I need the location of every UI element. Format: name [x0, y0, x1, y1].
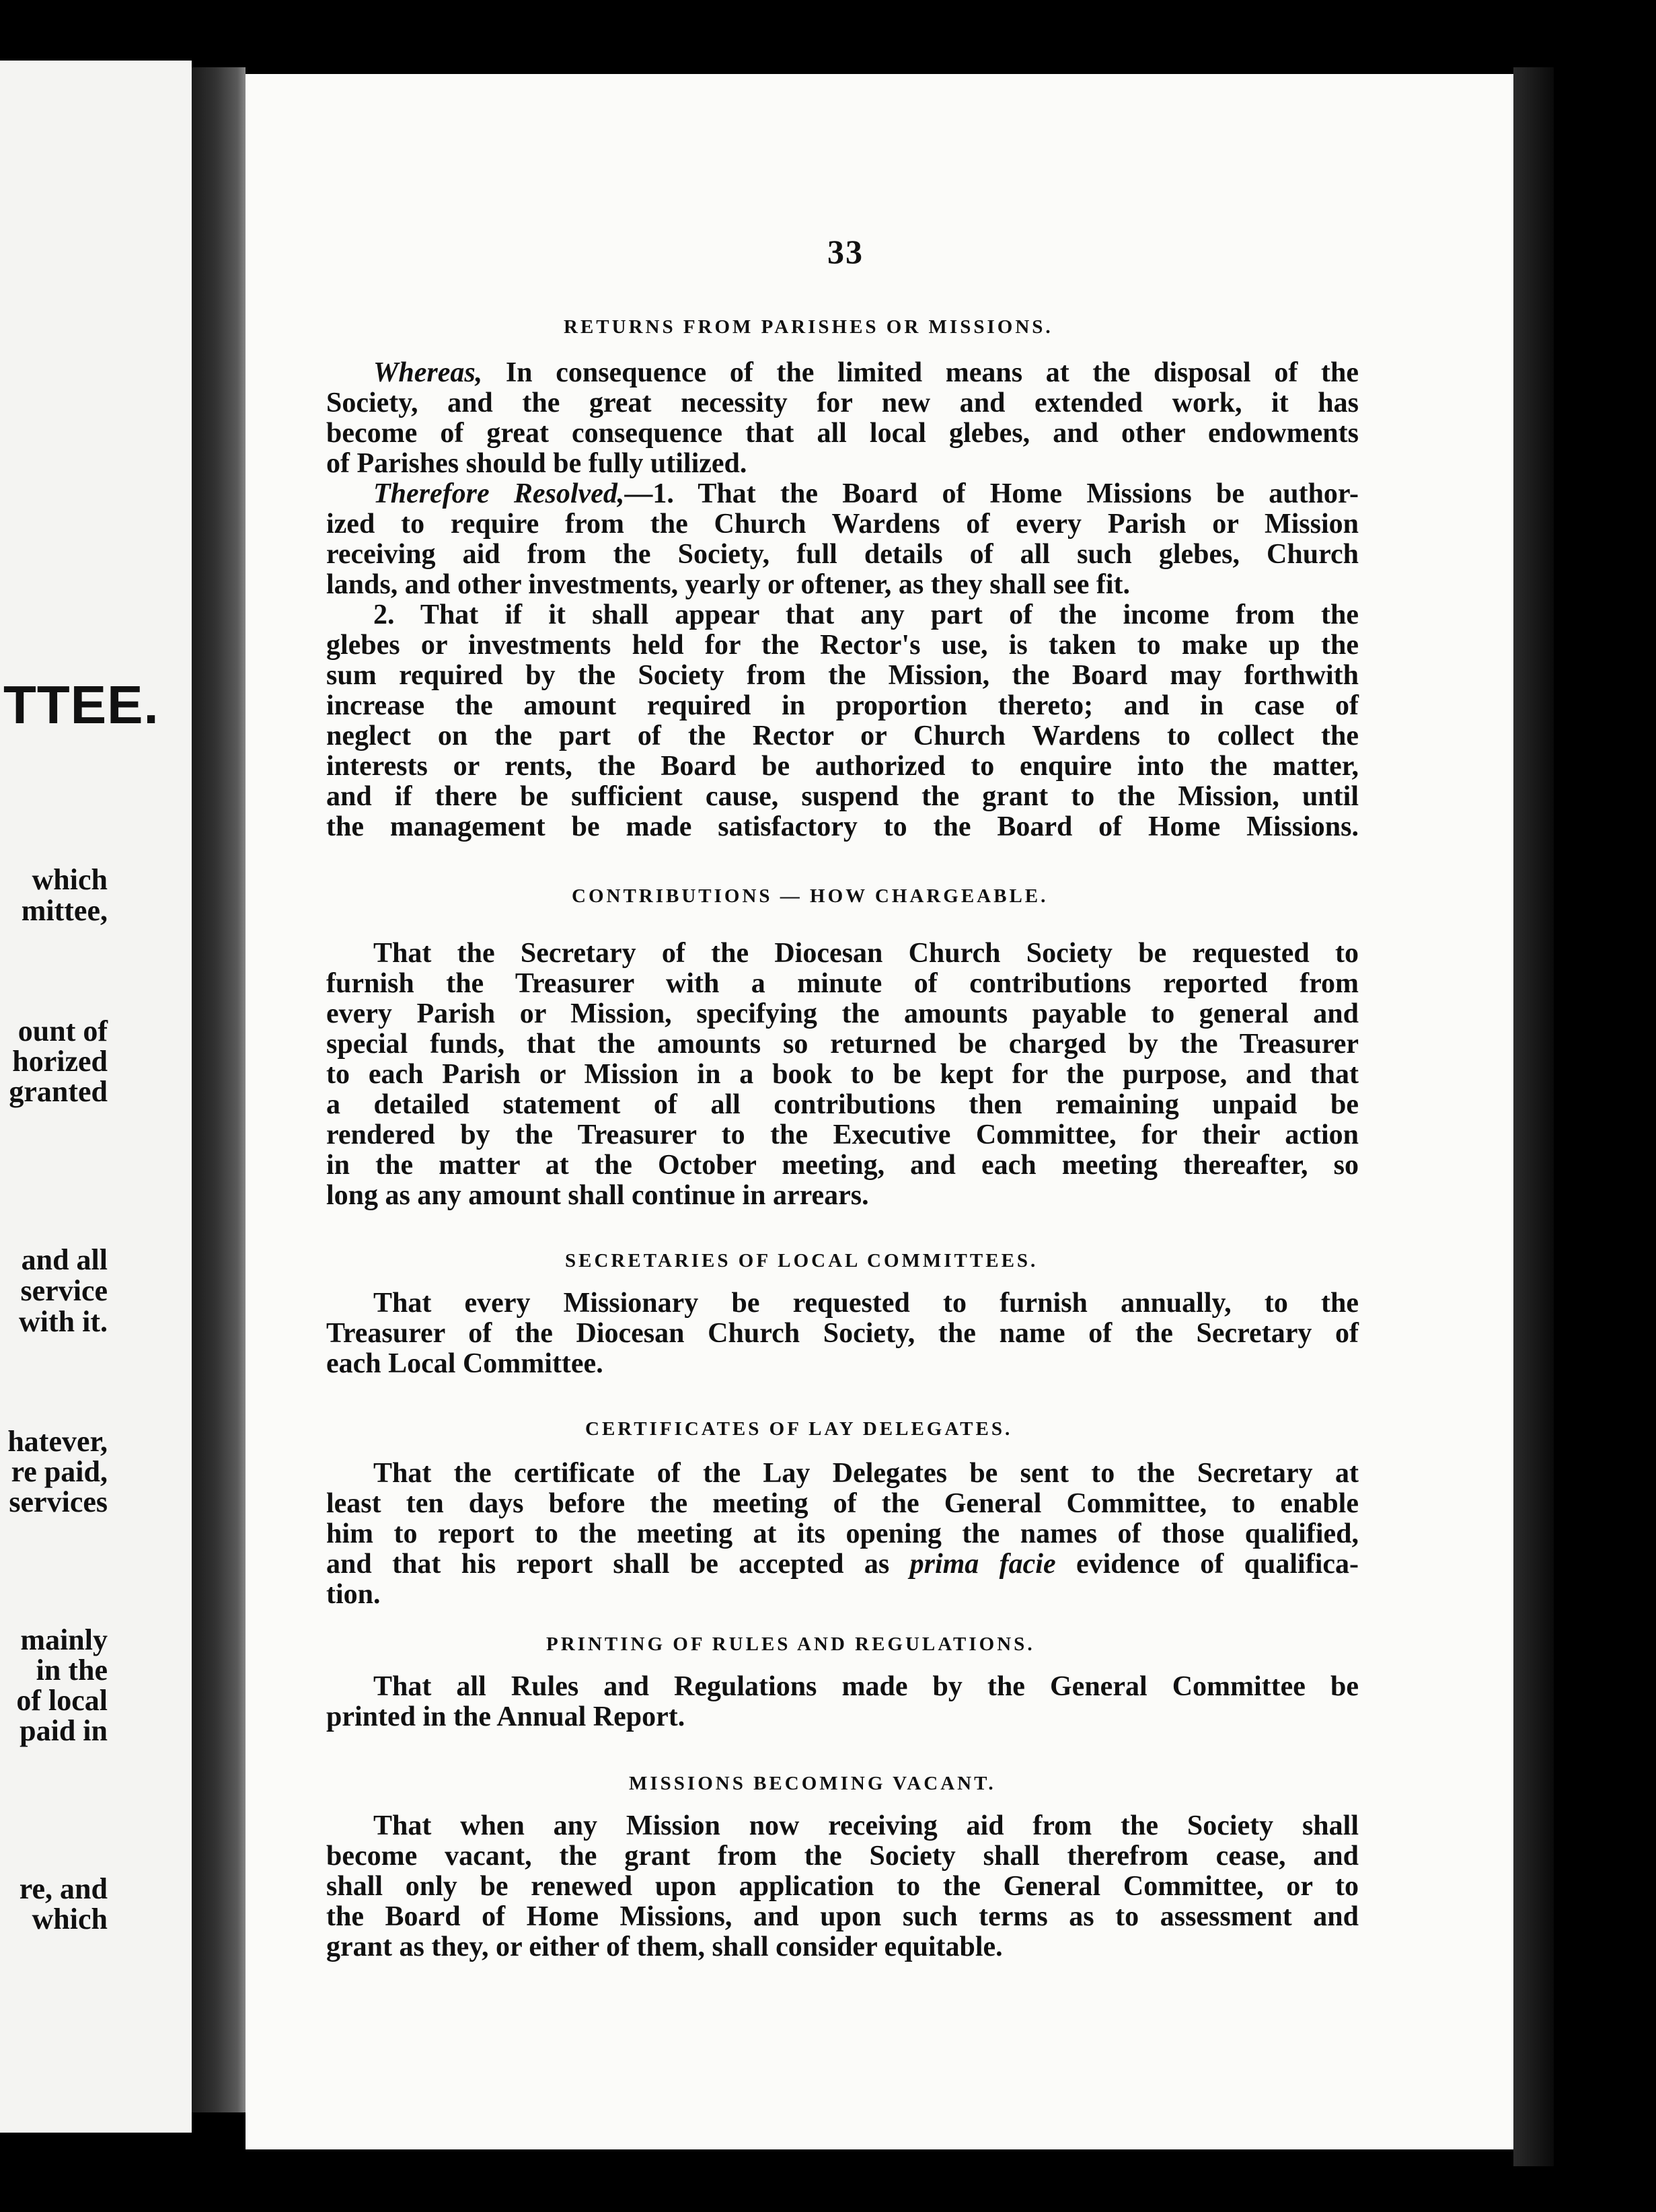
section-heading-printing: PRINTING OF RULES AND REGULATIONS.	[546, 1633, 1035, 1655]
left-page-fragment: re, and	[19, 1872, 108, 1905]
section-heading-returns: RETURNS FROM PARISHES OR MISSIONS.	[564, 316, 1053, 338]
section-heading-secretaries: SECRETARIES OF LOCAL COMMITTEES.	[565, 1250, 1039, 1271]
text-line: in the matter at the October meeting, and each meeting thereafter, so	[326, 1150, 1359, 1181]
left-page-fragment: service	[20, 1274, 108, 1307]
left-page-fragment: which	[32, 1903, 108, 1936]
left-page-fragment: granted	[9, 1075, 108, 1108]
page-edge	[1513, 67, 1554, 2166]
left-page-fragment: with it.	[19, 1305, 108, 1338]
text-line: That the certificate of the Lay Delegates be sent to the Secretary at	[373, 1458, 1359, 1489]
text-line: grant as they, or either of them, shall consider equitable.	[326, 1931, 1003, 1962]
text-line: ized to require from the Church Wardens of every Parish or Mission	[326, 509, 1359, 540]
text-line: furnish the Treasurer with a minute of contributions reported from	[326, 968, 1359, 999]
paragraph-printing	[326, 1672, 1359, 1732]
paragraph-contributions	[326, 938, 1359, 1211]
text-line: special funds, that the amounts so returned be charged by the Treasurer	[326, 1029, 1359, 1060]
paragraph-missions-vacant	[326, 1811, 1359, 1962]
left-page-fragment: and all	[21, 1243, 108, 1276]
text-line: and if there be sufficient cause, suspend the grant to the Mission, until	[326, 781, 1359, 812]
text-line: least ten days before the meeting of the General Committee, to enable	[326, 1488, 1359, 1519]
left-page-fragment: re paid,	[11, 1455, 108, 1488]
left-page-fragment: mainly	[20, 1623, 108, 1656]
section-heading-certificates: CERTIFICATES OF LAY DELEGATES.	[585, 1418, 1013, 1440]
text-line: shall only be renewed upon application to the General Committee, or to	[326, 1871, 1359, 1902]
left-page-fragment: services	[9, 1485, 108, 1518]
text-line: evidence of qualifica-	[1055, 1549, 1359, 1580]
left-facing-page	[0, 61, 192, 2133]
text-line: neglect on the part of the Rector or Church Wardens to collect the	[326, 721, 1359, 751]
text-line: 2. That if it shall appear that any part of the income from the	[373, 599, 1359, 630]
text-line: That when any Mission now receiving aid from the Society shall	[373, 1810, 1359, 1841]
text-line: the management be made satisfactory to the Board of Home Missions.	[326, 811, 1359, 842]
left-page-fragment: hatever,	[7, 1425, 108, 1458]
text-line: every Parish or Mission, specifying the amounts payable to general and	[326, 998, 1359, 1029]
text-line: That every Missionary be requested to furnish annually, to the	[373, 1288, 1359, 1319]
left-page-fragment: mittee,	[21, 894, 108, 927]
text-line: glebes or investments held for the Rector's use, is taken to make up the	[326, 630, 1359, 661]
italic-phrase: prima facie	[909, 1549, 1056, 1580]
lead-therefore-resolved: Therefore Resolved,	[373, 478, 625, 509]
text-line: Treasurer of the Diocesan Church Society, the name of the Secretary of	[326, 1318, 1359, 1349]
text-line: Society, and the great necessity for new and extended work, it has	[326, 388, 1359, 418]
left-page-fragment: of local	[16, 1684, 108, 1717]
text-line: printed in the Annual Report.	[326, 1701, 685, 1732]
left-page-fragment: paid in	[20, 1714, 108, 1747]
text-line: sum required by the Society from the Mission, the Board may forthwith	[326, 660, 1359, 691]
left-page-fragment: horized	[12, 1045, 108, 1078]
text-line: That all Rules and Regulations made by the General Committee be	[373, 1671, 1359, 1702]
text-line: long as any amount shall continue in arrears.	[326, 1180, 869, 1211]
text-line: In consequence of the limited means at the disposal of the	[482, 357, 1359, 388]
text-line: of Parishes should be fully utilized.	[326, 448, 747, 479]
lead-whereas: Whereas,	[373, 357, 483, 388]
paragraph-secretaries	[326, 1288, 1359, 1379]
text-line: him to report to the meeting at its opening the names of those qualified,	[326, 1518, 1359, 1549]
text-line: lands, and other investments, yearly or oftener, as they shall see fit.	[326, 569, 1131, 600]
text-line: interests or rents, the Board be authorized to enquire into the matter,	[326, 751, 1359, 782]
text-line: rendered by the Treasurer to the Executive Committee, for their action	[326, 1119, 1359, 1150]
section-heading-missions-vacant: MISSIONS BECOMING VACANT.	[629, 1773, 996, 1794]
paragraph-therefore-resolved	[326, 479, 1359, 600]
left-page-fragment: in the	[36, 1654, 108, 1687]
text-line: become of great consequence that all local glebes, and other endowments	[326, 418, 1359, 449]
text-line: —1. That the Board of Home Missions be author-	[624, 478, 1359, 509]
text-line: each Local Committee.	[326, 1348, 603, 1379]
paragraph-clause-2	[326, 600, 1359, 842]
text-line: increase the amount required in proportion thereto; and in case of	[326, 690, 1359, 721]
section-heading-contributions: CONTRIBUTIONS — HOW CHARGEABLE.	[572, 885, 1049, 907]
text-line: receiving aid from the Society, full details of all such glebes, Church	[326, 539, 1359, 570]
paragraph-whereas	[326, 358, 1359, 479]
paragraph-certificates	[326, 1459, 1359, 1610]
book-gutter	[192, 67, 246, 2112]
text-line: a detailed statement of all contributions then remaining unpaid be	[326, 1089, 1359, 1120]
left-page-fragment: ount of	[17, 1015, 108, 1047]
page-number: 33	[827, 233, 864, 270]
text-line: to each Parish or Mission in a book to be kept for the purpose, and that	[326, 1059, 1359, 1090]
left-page-heading-fragment: TTEE.	[3, 675, 159, 735]
text-line: become vacant, the grant from the Society shall therefrom cease, and	[326, 1841, 1359, 1872]
text-line: That the Secretary of the Diocesan Church Society be requested to	[373, 938, 1359, 969]
text-line: tion.	[326, 1579, 381, 1610]
left-page-fragment: which	[32, 863, 108, 896]
text-line: and that his report shall be accepted as	[326, 1549, 910, 1580]
text-line: the Board of Home Missions, and upon such terms as to assessment and	[326, 1901, 1359, 1932]
